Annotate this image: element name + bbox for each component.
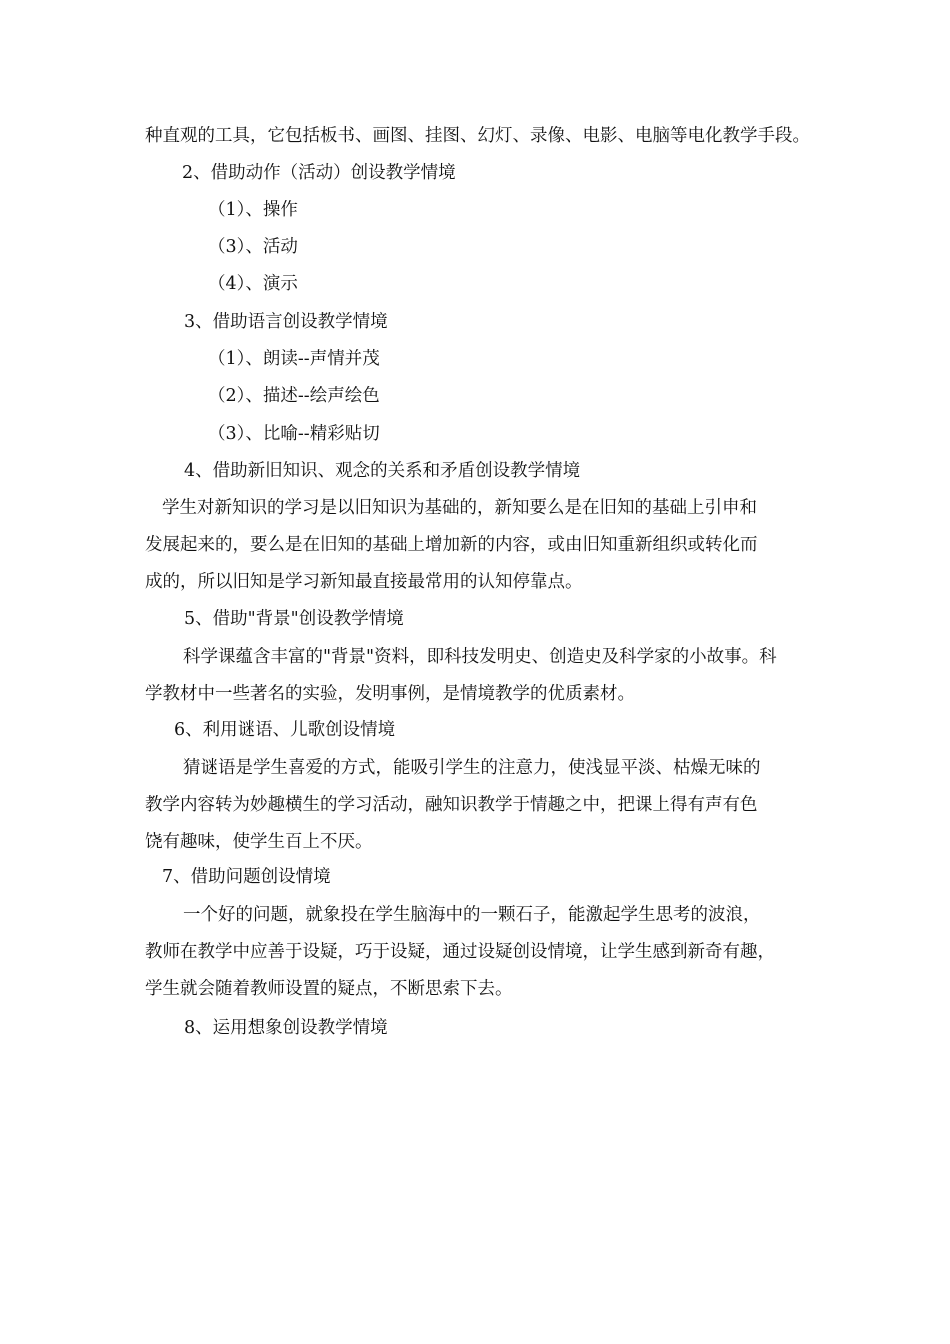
list-item-activity: （3）、活动: [208, 237, 298, 257]
paragraph-line: 发展起来的，要么是在旧知的基础上增加新的内容，或由旧知重新组织或转化而: [145, 535, 758, 555]
section-heading-8: 8、运用想象创设教学情境: [184, 1018, 388, 1038]
list-item-operation: （1）、操作: [208, 200, 298, 220]
paragraph-line: 成的，所以旧知是学习新知最直接最常用的认知停靠点。: [145, 572, 583, 592]
paragraph-line: 学生就会随着教师设置的疑点，不断思索下去。: [145, 979, 513, 999]
paragraph-line: 学生对新知识的学习是以旧知识为基础的，新知要么是在旧知的基础上引申和: [162, 498, 757, 518]
section-heading-6: 6、利用谜语、儿歌创设情境: [174, 720, 396, 740]
list-item-describing: （2）、描述--绘声绘色: [208, 386, 380, 406]
list-item-demonstration: （4）、演示: [208, 274, 298, 294]
paragraph-line: 教学内容转为妙趣横生的学习活动，融知识教学于情趣之中，把课上得有声有色: [145, 795, 758, 815]
paragraph-line: 学教材中一些著名的实验，发明事例，是情境教学的优质素材。: [145, 684, 635, 704]
section-heading-2: 2、借助动作（活动）创设教学情境: [182, 163, 456, 183]
paragraph-line: 科学课蕴含丰富的"背景"资料，即科技发明史、创造史及科学家的小故事。科: [183, 647, 777, 667]
paragraph-line: 饶有趣味，使学生百上不厌。: [145, 832, 373, 852]
section-heading-7: 7、借助问题创设情境: [162, 867, 331, 887]
paragraph-line: 教师在教学中应善于设疑，巧于设疑，通过设疑创设情境，让学生感到新奇有趣，: [145, 942, 775, 962]
paragraph-line: 一个好的问题，就象投在学生脑海中的一颗石子，能激起学生思考的波浪，: [183, 905, 761, 925]
paragraph-line: 猜谜语是学生喜爱的方式，能吸引学生的注意力，使浅显平淡、枯燥无味的: [183, 758, 761, 778]
section-heading-5: 5、借助"背景"创设教学情境: [184, 609, 404, 629]
paragraph-continuation: 种直观的工具，它包括板书、画图、挂图、幻灯、录像、电影、电脑等电化教学手段。: [145, 126, 810, 146]
list-item-reading: （1）、朗读--声情并茂: [208, 349, 380, 369]
list-item-metaphor: （3）、比喻--精彩贴切: [208, 424, 380, 444]
section-heading-3: 3、借助语言创设教学情境: [184, 312, 388, 332]
section-heading-4: 4、借助新旧知识、观念的关系和矛盾创设教学情境: [184, 461, 581, 481]
